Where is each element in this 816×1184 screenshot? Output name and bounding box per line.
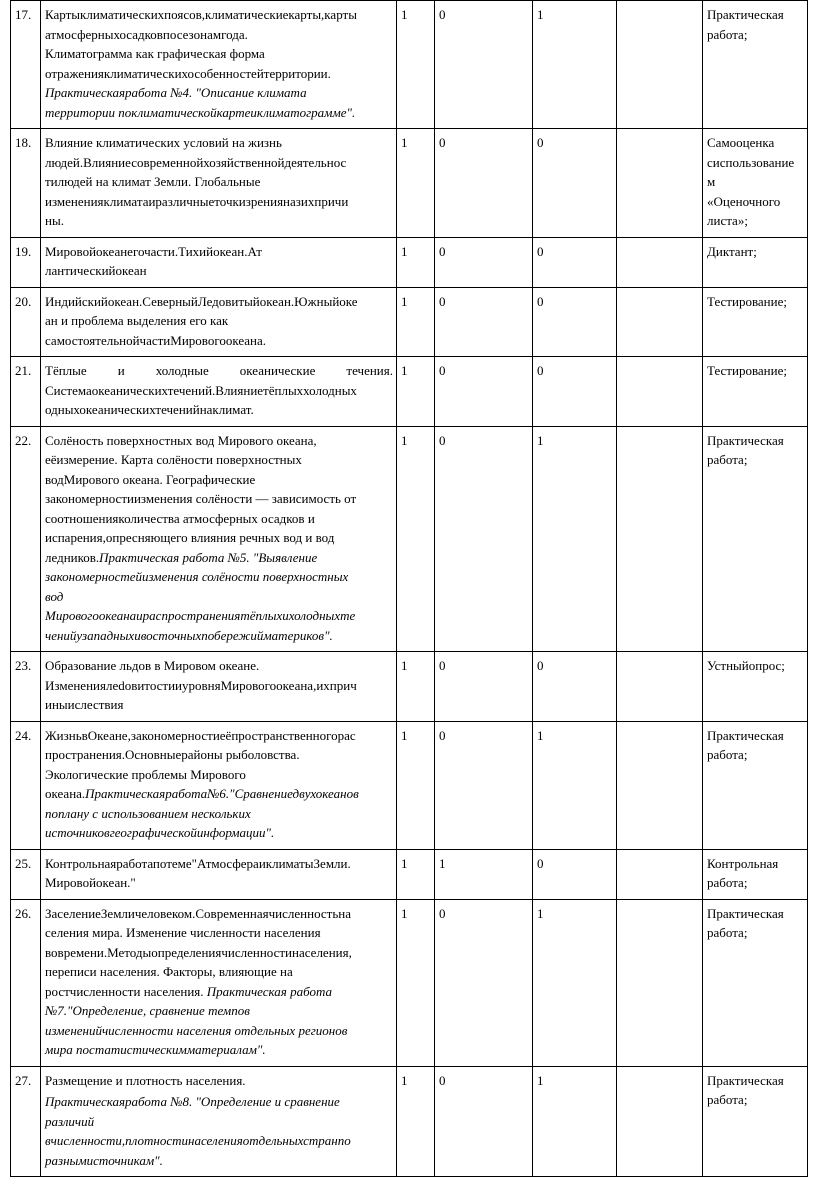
topic-line (45, 103, 393, 123)
topic-line (45, 242, 393, 262)
lesson-number: 17. (11, 1, 41, 129)
hours-practical: 1 (533, 721, 617, 849)
topic-text: Системаокеаническихтечений.Влияниетёплыххолодных (45, 382, 357, 398)
control-form-line: работа; (707, 26, 748, 42)
control-form-line: работа; (707, 452, 748, 467)
topic-text: ЖизньвОкеане,закономерностиеёпространственногорас (45, 727, 356, 743)
topic-text: ченийузападныхивосточныхпобережийматериков". (45, 627, 333, 643)
hours-total: 1 (397, 426, 435, 652)
topic-text-italic: Практическая работа №5. "Выявление (99, 549, 318, 565)
topic-line (45, 1071, 393, 1091)
hours-total: 1 (397, 129, 435, 238)
hours-practical: 0 (533, 849, 617, 899)
hours-total: 1 (397, 721, 435, 849)
lesson-topic (41, 652, 397, 722)
control-form-line: работа; (707, 747, 748, 762)
lesson-topic (41, 849, 397, 899)
lesson-topic (41, 287, 397, 357)
hours-practical: 0 (533, 357, 617, 427)
topic-text: тилюдей на климат Земли. Глобальные (45, 174, 261, 189)
topic-line (45, 1112, 393, 1132)
topic-line (45, 873, 393, 893)
topic-line (45, 854, 393, 874)
topic-text: источниковгеографическойинформации". (45, 825, 275, 840)
topic-line (45, 1001, 393, 1021)
topic-text: Влияние климатических условий на жизнь (45, 135, 282, 150)
topic-line (45, 745, 393, 765)
control-form (703, 849, 808, 899)
control-form-line: Практическая (707, 1072, 784, 1088)
topic-line (45, 626, 393, 646)
topic-text: океана. (45, 786, 86, 801)
topic-text: мира постатистическимматериалам". (45, 1042, 266, 1057)
hours-practical: 1 (533, 899, 617, 1066)
hours-practical: 1 (533, 426, 617, 652)
topic-text: лантическийокеан (45, 263, 147, 278)
table-row (11, 899, 808, 1066)
topic-line (45, 606, 393, 626)
lesson-topic (41, 721, 397, 849)
control-form-line: м (707, 174, 716, 189)
topic-text: закономерностиизменения солёности — зависимость от (45, 491, 357, 506)
topic-line (45, 381, 393, 401)
topic-text: ЗаселениеЗемличеловеком.Современнаячисленностьна (45, 905, 351, 921)
table-row (11, 849, 808, 899)
control-form (703, 1066, 808, 1177)
topic-text: еёизмерение. Карта солёности поверхностных (45, 452, 302, 467)
lesson-number: 19. (11, 237, 41, 287)
control-form (703, 129, 808, 238)
topic-text: Образование льдов в Мировом океане. (45, 658, 260, 673)
topic-line (45, 695, 393, 715)
control-form (703, 652, 808, 722)
topic-text: вчисленности,плотностинаселенияотдельныхстранпо (45, 1133, 351, 1148)
hours-control: 0 (435, 899, 533, 1066)
hours-total: 1 (397, 237, 435, 287)
topic-line (45, 64, 393, 84)
table-row (11, 129, 808, 238)
topic-line (45, 982, 393, 1002)
topic-line (45, 1131, 393, 1151)
topic-line (45, 470, 393, 490)
topic-text: атмосферныхосадковпосезонамгода. (45, 26, 248, 42)
control-form-line: работа; (707, 875, 748, 890)
topic-line (45, 726, 393, 746)
topic-line (45, 587, 393, 607)
control-form-line: Практическая (707, 7, 784, 22)
topic-text: Мировогоокеанаираспространениятёплыхихолодныхте (45, 608, 356, 623)
topic-text: территории поклиматическойкартеиклиматограмме". (45, 104, 356, 120)
lesson-topic (41, 1, 397, 129)
topic-line (45, 44, 393, 64)
lesson-number: 20. (11, 287, 41, 357)
topic-text: различий (45, 1113, 95, 1129)
topic-line (45, 133, 393, 153)
topic-text: ростчисленности населения. (45, 983, 207, 999)
topic-text: Размещение и плотность населения. (45, 1072, 246, 1088)
topic-text: закономерностейизменения солёности поверхностных (45, 569, 349, 584)
topic-line (45, 292, 393, 312)
topic-text: Экологические проблемы Мирового (45, 766, 246, 782)
topic-text: Мировойокеан." (45, 875, 136, 890)
topic-line (45, 192, 393, 212)
topic-line (45, 450, 393, 470)
control-form-line: Тестирование; (707, 293, 787, 309)
table-row (11, 721, 808, 849)
table-row (11, 287, 808, 357)
date-cell (617, 1066, 703, 1177)
topic-text: измененияклиматаиразличныеточкизренияназихпричи (45, 193, 349, 209)
lesson-topic (41, 899, 397, 1066)
hours-control: 0 (435, 357, 533, 427)
lesson-topic (41, 1066, 397, 1177)
topic-text: Контрольнаяработапотеме"АтмосфераиклиматыЗемли. (45, 855, 351, 871)
hours-total: 1 (397, 849, 435, 899)
hours-practical: 1 (533, 1066, 617, 1177)
topic-text: переписи населения. Факторы, влияющие на (45, 964, 293, 979)
control-form (703, 237, 808, 287)
date-cell (617, 1, 703, 129)
hours-control: 0 (435, 1066, 533, 1177)
table-row (11, 357, 808, 427)
topic-text: соотношенияколичества атмосферных осадков и (45, 510, 315, 526)
topic-line (45, 361, 393, 381)
topic-line (45, 923, 393, 943)
hours-control: 0 (435, 721, 533, 849)
topic-line (45, 5, 393, 25)
topic-text: Практическаяработа №4. "Описание климата (45, 85, 307, 100)
topic-line (45, 431, 393, 451)
lesson-topic (41, 357, 397, 427)
hours-control: 0 (435, 1, 533, 129)
lesson-number: 25. (11, 849, 41, 899)
topic-text: Климатограмма как графическая форма (45, 46, 265, 61)
topic-line (45, 1021, 393, 1041)
hours-practical: 1 (533, 1, 617, 129)
topic-text: селения мира. Изменение численности населения (45, 925, 321, 940)
lesson-number: 21. (11, 357, 41, 427)
hours-control: 0 (435, 652, 533, 722)
hours-total: 1 (397, 1, 435, 129)
topic-text: ны. (45, 213, 64, 228)
control-form-line: Практическая (707, 432, 784, 448)
topic-line (45, 1040, 393, 1060)
hours-control: 0 (435, 237, 533, 287)
topic-line (45, 400, 393, 420)
hours-control: 0 (435, 129, 533, 238)
topic-text: иныислествия (45, 697, 124, 712)
date-cell (617, 721, 703, 849)
table-row (11, 652, 808, 722)
topic-line (45, 261, 393, 281)
topic-text-italic: Практическаяработа№6."Сравнениедвухокеанов (85, 786, 359, 801)
topic-line (45, 83, 393, 103)
lesson-number: 23. (11, 652, 41, 722)
topic-text: Солёность поверхностных вод Мирового океана, (45, 432, 317, 448)
topic-line (45, 676, 393, 696)
topic-text: самостоятельнойчастиМировогоокеана. (45, 332, 266, 348)
control-form-line: работа; (707, 1092, 748, 1107)
lesson-topic (41, 426, 397, 652)
topic-line (45, 211, 393, 231)
hours-control: 0 (435, 426, 533, 652)
topic-line (45, 509, 393, 529)
hours-total: 1 (397, 652, 435, 722)
control-form-line: Устныйопрос; (707, 658, 785, 673)
control-form-line: Тестирование; (707, 363, 787, 378)
table-row (11, 1066, 808, 1177)
topic-text: ан и проблема выделения его как (45, 313, 229, 328)
topic-line (45, 567, 393, 587)
date-cell (617, 287, 703, 357)
topic-text: Мировойокеанегочасти.Тихийокеан.Ат (45, 243, 262, 259)
topic-text: Практическаяработа №8. "Определение и сравнение (45, 1094, 340, 1109)
hours-total: 1 (397, 287, 435, 357)
hours-total: 1 (397, 1066, 435, 1177)
curriculum-table-body (11, 1, 808, 1177)
topic-line (45, 331, 393, 351)
table-row (11, 237, 808, 287)
lesson-number: 22. (11, 426, 41, 652)
topic-text: одныхокеаническихтеченийнаклимат. (45, 402, 254, 417)
hours-practical: 0 (533, 129, 617, 238)
curriculum-table (10, 0, 808, 1177)
hours-total: 1 (397, 357, 435, 427)
topic-text: пространения.Основныерайоны рыболовства. (45, 747, 300, 762)
hours-practical: 0 (533, 652, 617, 722)
topic-text: Картыклиматическихпоясов,климатическиекарты,карты (45, 7, 357, 22)
topic-line (45, 804, 393, 824)
topic-line (45, 1092, 393, 1112)
date-cell (617, 426, 703, 652)
date-cell (617, 652, 703, 722)
topic-line (45, 943, 393, 963)
topic-text: людей.Влияниесовременнойхозяйственнойдеятельнос (45, 154, 347, 170)
control-form-line: Контрольная (707, 855, 779, 871)
hours-control: 1 (435, 849, 533, 899)
control-form-line: Самооценка (707, 135, 775, 150)
hours-total: 1 (397, 899, 435, 1066)
topic-text: вод (45, 588, 64, 604)
topic-text: Индийскийокеан.СеверныйЛедовитыйокеан.Южныйоке (45, 293, 358, 309)
control-form (703, 357, 808, 427)
topic-text: ледников. (45, 549, 100, 565)
control-form-line: листа»; (707, 213, 748, 228)
date-cell (617, 237, 703, 287)
topic-text-italic: Практическая работа (206, 983, 333, 999)
topic-text: №7."Определение, сравнение темпов (45, 1003, 250, 1018)
topic-text: испарения,опресняющего влияния речных вод и вод (45, 530, 335, 545)
topic-line (45, 548, 393, 568)
topic-line (45, 153, 393, 173)
control-form-line: Практическая (707, 905, 784, 921)
topic-text: поплану с использованием нескольких (45, 805, 251, 821)
lesson-number: 18. (11, 129, 41, 238)
hours-control: 0 (435, 287, 533, 357)
topic-text: водМирового океана. Географические (45, 471, 256, 487)
topic-text: ИзменениялedовитостииуровняМировогоокеана,ихприч (45, 677, 357, 693)
control-form (703, 1, 808, 129)
topic-line (45, 172, 393, 192)
topic-line (45, 528, 393, 548)
control-form (703, 426, 808, 652)
date-cell (617, 129, 703, 238)
topic-text: Тёплые и холодные океанические течения. (45, 363, 393, 378)
topic-text: разнымисточникам". (45, 1152, 163, 1168)
topic-line (45, 962, 393, 982)
control-form (703, 899, 808, 1066)
lesson-number: 24. (11, 721, 41, 849)
date-cell (617, 899, 703, 1066)
control-form (703, 721, 808, 849)
control-form-line: работа; (707, 925, 748, 940)
control-form-line: Диктант; (707, 243, 757, 259)
hours-practical: 0 (533, 287, 617, 357)
date-cell (617, 357, 703, 427)
topic-text: вовремени.Методыопределениячисленностинаселения, (45, 944, 352, 960)
topic-line (45, 904, 393, 924)
topic-line (45, 311, 393, 331)
lesson-topic (41, 237, 397, 287)
topic-line (45, 656, 393, 676)
control-form-line: Практическая (707, 727, 784, 743)
lesson-number: 26. (11, 899, 41, 1066)
control-form (703, 287, 808, 357)
topic-line (45, 765, 393, 785)
topic-line (45, 1151, 393, 1171)
table-row (11, 426, 808, 652)
lesson-number: 27. (11, 1066, 41, 1177)
topic-line (45, 25, 393, 45)
topic-line (45, 784, 393, 804)
topic-line (45, 823, 393, 843)
topic-line (45, 489, 393, 509)
date-cell (617, 849, 703, 899)
lesson-topic (41, 129, 397, 238)
topic-text: измененийчисленности населения отдельных регионов (45, 1022, 348, 1038)
table-row (11, 1, 808, 129)
control-form-line: «Оценочного (707, 193, 781, 209)
hours-practical: 0 (533, 237, 617, 287)
topic-text: отраженияклиматическихособенностейтерритории. (45, 65, 331, 81)
control-form-line: сиспользование (707, 154, 795, 170)
